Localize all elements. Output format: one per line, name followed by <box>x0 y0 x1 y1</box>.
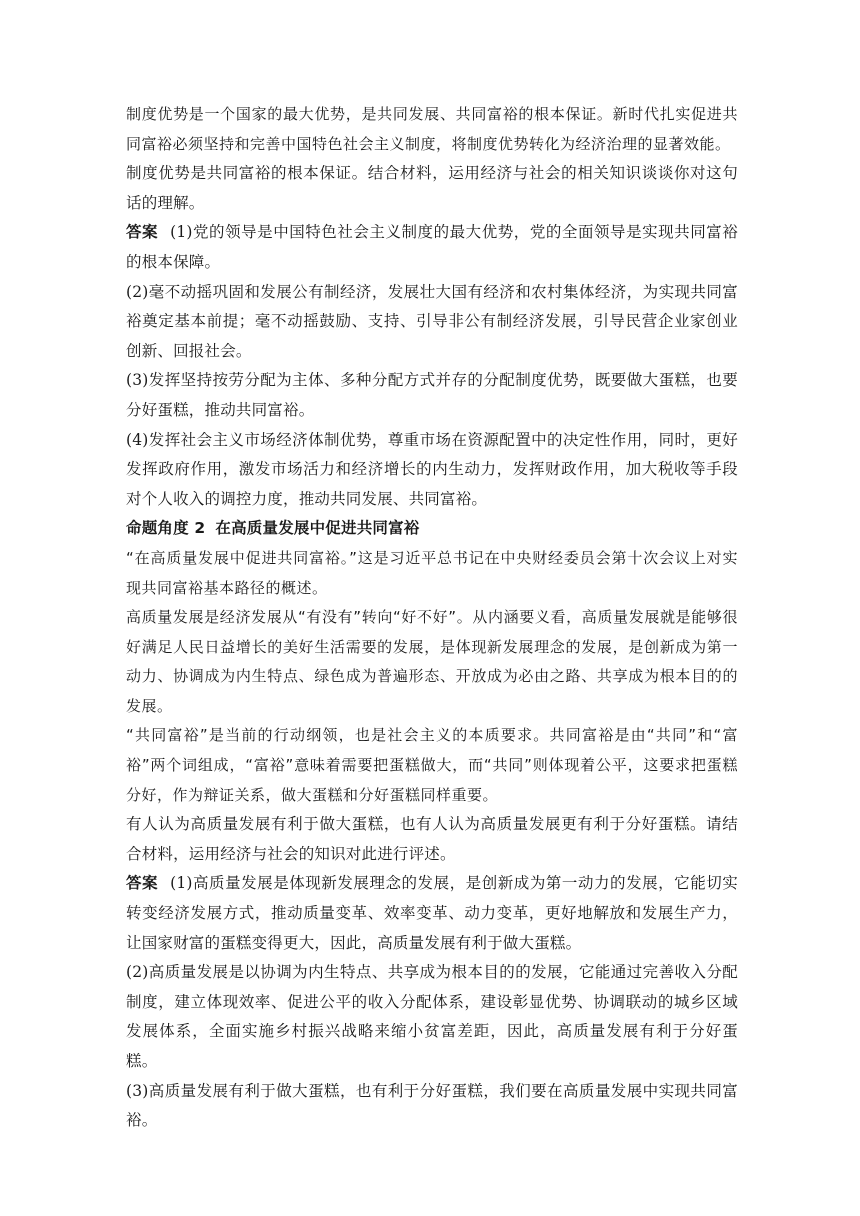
answer-item: (4)发挥社会主义市场经济体制优势，尊重市场在资源配置中的决定性作用，同时，更好发挥政府作用，激发市场活力和经济增长的内生动力，发挥财政作用，加大税收等手段对个人收入的调控力度，推动共同发展、共同富裕。 <box>126 430 738 508</box>
material-paragraph: 制度优势是一个国家的最大优势，是共同发展、共同富裕的根本保证。新时代扎实促进共同富裕必须坚持和完善中国特色社会主义制度，将制度优势转化为经济治理的显著效能。 <box>126 105 738 153</box>
answer-item: (2)高质量发展是以协调为内生特点、共享成为根本目的的发展，它能通过完善收入分配制度，建立体现效率、促进公平的收入分配体系，建设彰显优势、协调联动的城乡区域发展体系，全面实施乡村振兴战略来缩小贫富差距，因此，高质量发展有利于分好蛋糕。 <box>126 963 738 1070</box>
answer-item: (3)高质量发展有利于做大蛋糕，也有利于分好蛋糕，我们要在高质量发展中实现共同富裕。 <box>126 1081 738 1130</box>
answer-item: (3)发挥坚持按劳分配为主体、多种分配方式并存的分配制度优势，既要做大蛋糕，也要分好蛋糕，推动共同富裕。 <box>126 371 738 419</box>
answer-label: 答案 <box>126 223 159 242</box>
answer-item: (1)高质量发展是体现新发展理念的发展，是创新成为第一动力的发展，它能切实转变经济发展方式，推动质量变革、效率变革、动力变革，更好地解放和发展生产力，让国家财富的蛋糕变得更大，因此，高质量发展有利于做大蛋糕。 <box>126 874 739 952</box>
answer-paragraph <box>126 869 738 958</box>
material-paragraph: “共同富裕”是当前的行动纲领，也是社会主义的本质要求。共同富裕是由“共同”和“富裕”两个词组成，“富裕”意味着需要把蛋糕做大，而“共同”则体现着公平，这要求把蛋糕分好，作为辩证关系，做大蛋糕和分好蛋糕同样重要。 <box>126 726 738 804</box>
document-body <box>126 100 738 1136</box>
answer-label: 答案 <box>126 874 159 893</box>
answer-item: (1)党的领导是中国特色社会主义制度的最大优势，党的全面领导是实现共同富裕的根本保障。 <box>126 223 739 271</box>
material-paragraph: 高质量发展是经济发展从“有没有”转向“好不好”。从内涵要义看，高质量发展就是能够很好满足人民日益增长的美好生活需要的发展，是体现新发展理念的发展，是创新成为第一动力、协调成为内生特点、绿色成为普遍形态、开放成为必由之路、共享成为根本目的的发展。 <box>126 608 738 715</box>
answer-paragraph <box>126 218 738 277</box>
answer-item: (2)毫不动摇巩固和发展公有制经济，发展壮大国有经济和农村集体经济，为实现共同富裕奠定基本前提；毫不动摇鼓励、支持、引导非公有制经济发展，引导民营企业家创业创新、回报社会。 <box>126 282 738 360</box>
question-paragraph: 制度优势是共同富裕的根本保证。结合材料，运用经济与社会的相关知识谈谈你对这句话的理解。 <box>126 164 738 212</box>
question-paragraph: 有人认为高质量发展有利于做大蛋糕，也有人认为高质量发展更有利于分好蛋糕。请结合材料，运用经济与社会的知识对此进行评述。 <box>126 815 738 863</box>
section-heading <box>126 514 738 544</box>
section-heading-title: 在高质量发展中促进共同富裕 <box>215 519 420 538</box>
section-heading-label: 命题角度 2 <box>126 519 206 538</box>
material-paragraph: “在高质量发展中促进共同富裕。”这是习近平总书记在中央财经委员会第十次会议上对实现共同富裕基本路径的概述。 <box>126 548 738 597</box>
